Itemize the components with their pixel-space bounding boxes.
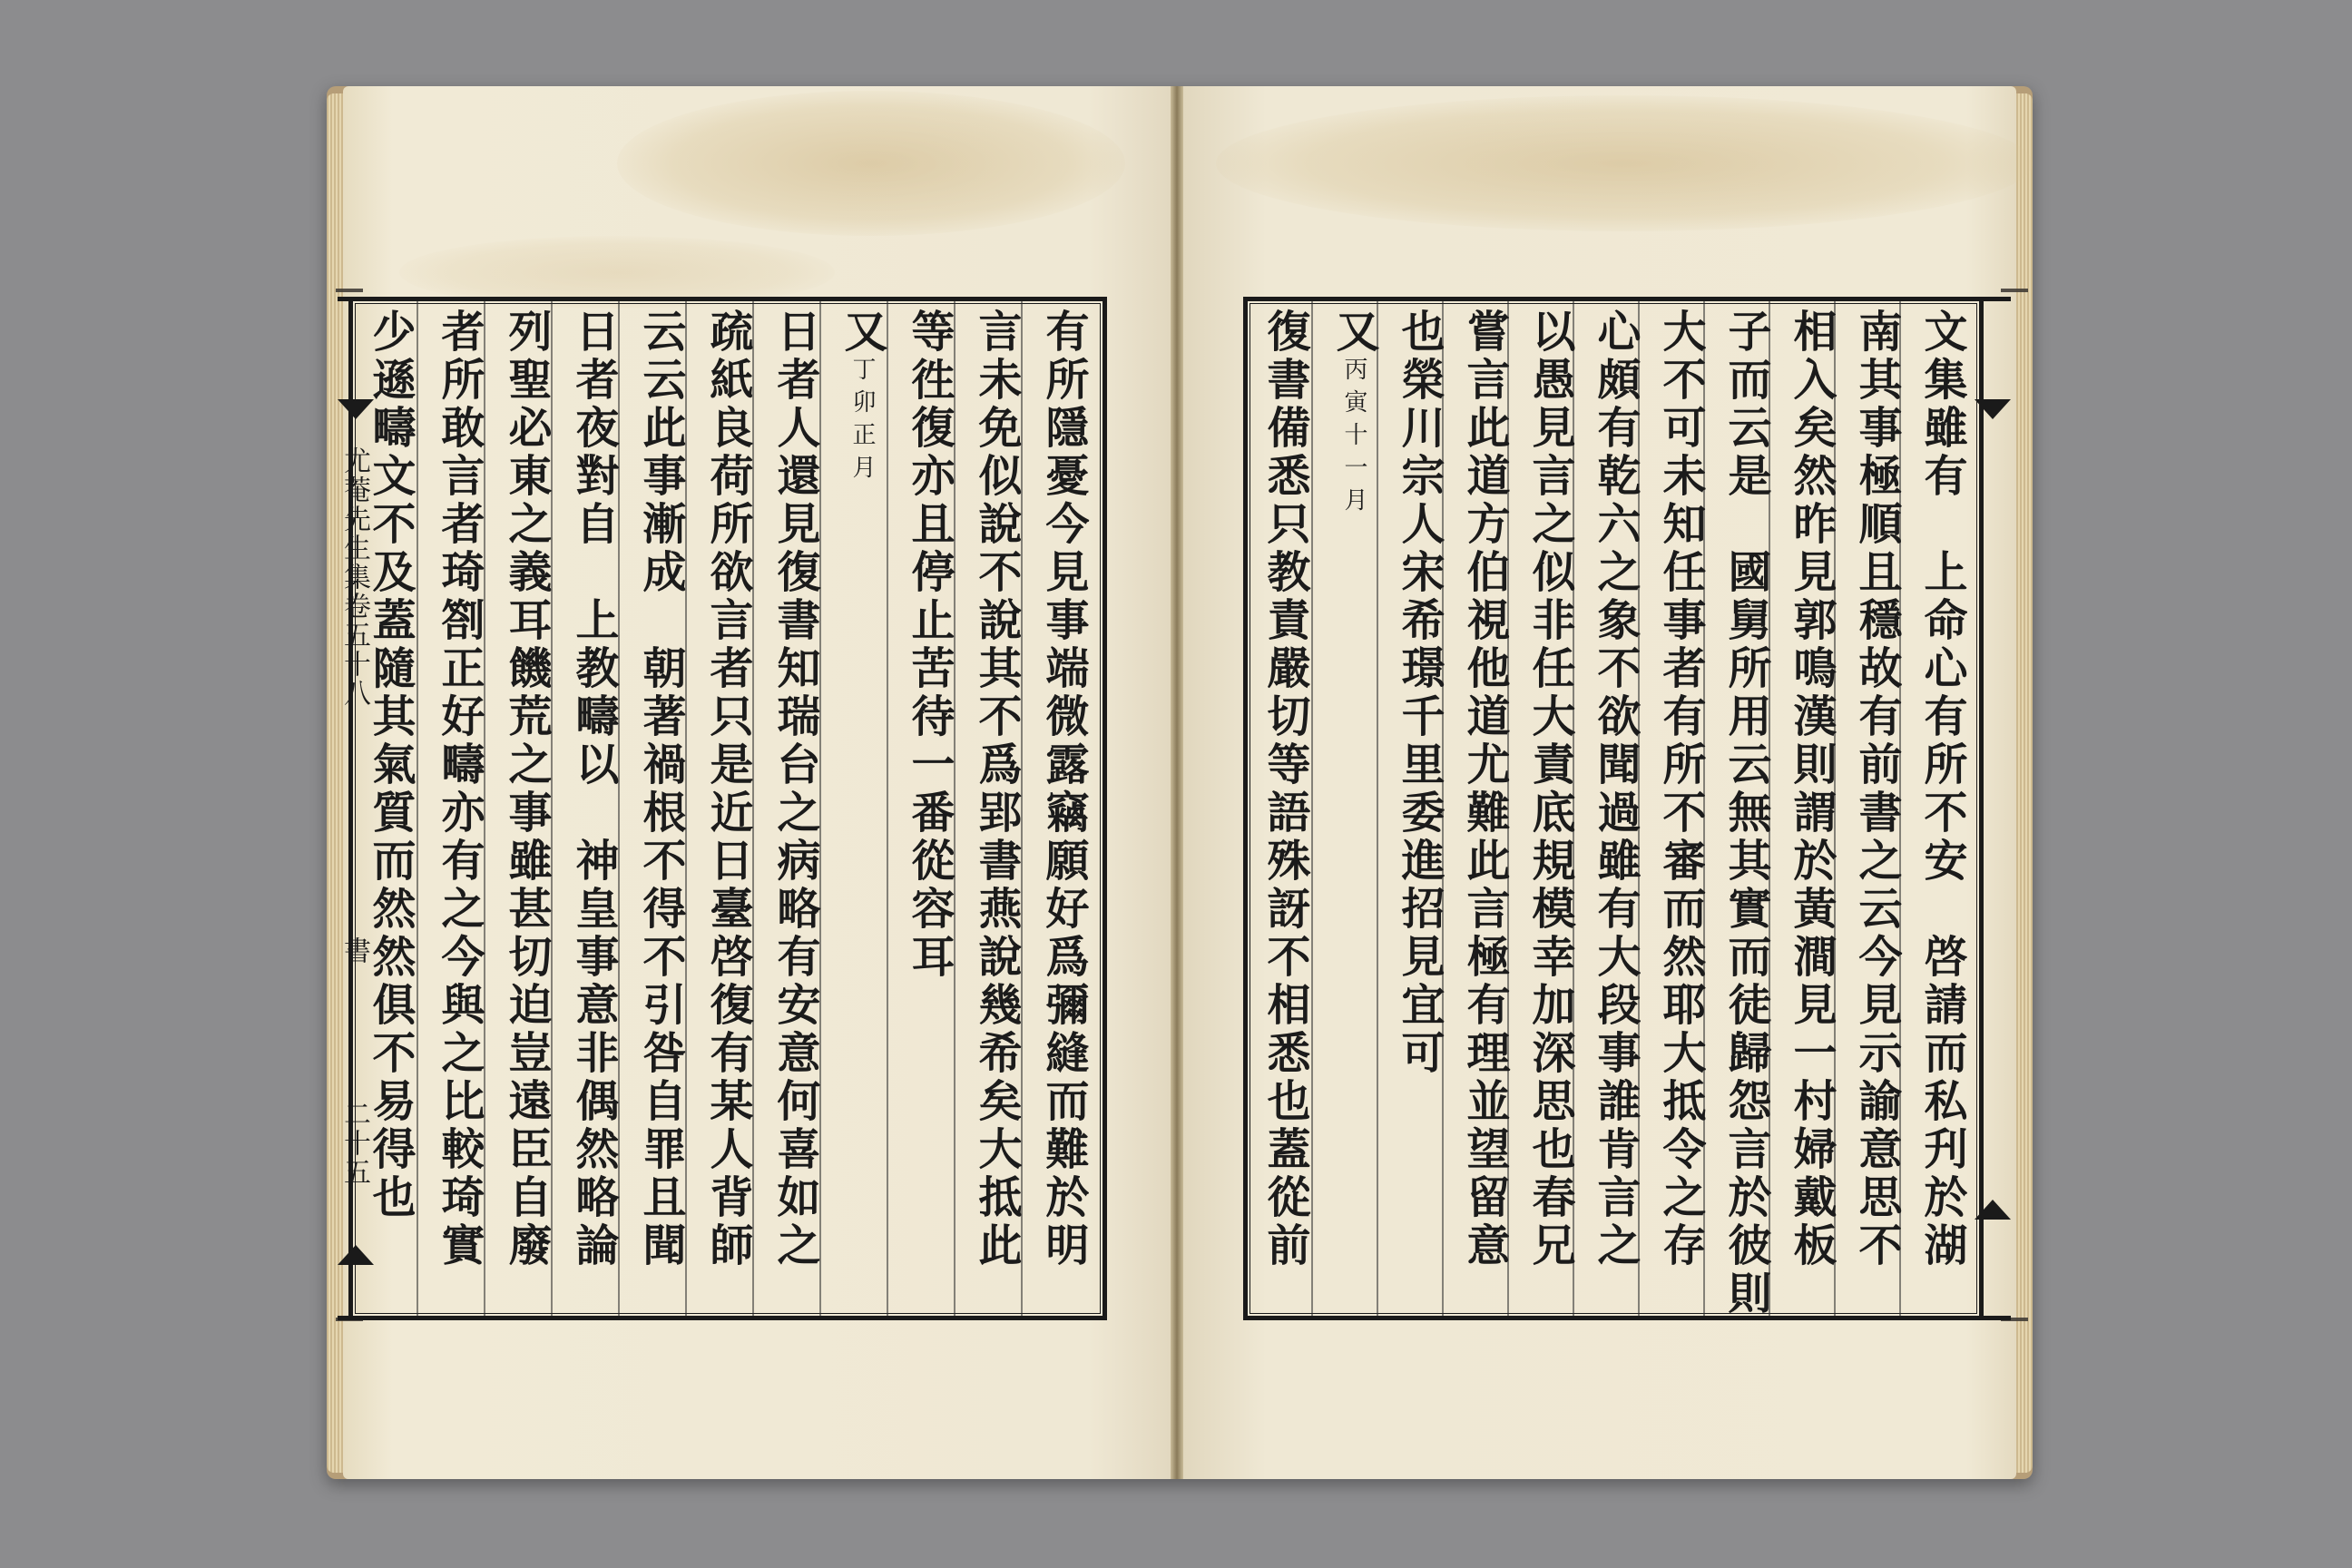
text-column: 相入矣然昨見郭鳴漢則謂於黃澗見一村婦戴板: [1786, 309, 1837, 1270]
fish-tail-mark: [338, 399, 374, 419]
text-column: 日者人還見復書知瑞台之病略有安意何喜如之: [769, 309, 820, 1270]
left-text-frame: [348, 297, 1107, 1320]
text-column: 南其事極順且穩故有前書之云今見示諭意思不: [1851, 309, 1902, 1270]
text-column: 大不可未知任事者有所不審而然耶大抵令之存: [1655, 309, 1706, 1270]
text-column: 文集雖有 上命心有所不安 啓請而私刋於湖: [1916, 309, 1967, 1270]
text-column: 疏紙良荷所欲言者只是近日臺啓復有某人背師: [702, 309, 753, 1270]
text-column: 以愚見言之似非任大責底規模幸加深思也春兄: [1524, 309, 1575, 1270]
fold-section: 書: [338, 936, 370, 965]
right-fold-column: [1975, 297, 2011, 1320]
fold-page-number: 二十五: [338, 1100, 370, 1187]
fold-title: 尤菴先生集卷五十八: [338, 446, 370, 708]
fish-tail-mark: [1975, 1200, 2011, 1220]
right-text-frame: [1243, 297, 1984, 1320]
fold-column: [338, 297, 374, 1320]
text-column: 心頗有乾六之象不欲聞過雖有大段事誰肯言之: [1590, 309, 1641, 1270]
text-column: 也榮川宗人宋希璟千里委進招見宜可: [1394, 309, 1445, 1078]
section-heading: 又丁卯正月: [837, 309, 887, 487]
text-column: 等徃復亦且停止苦待一番從容耳: [904, 309, 955, 982]
text-column: 少遜疇文不及蓋隨其氣質而然然俱不易得也: [365, 309, 416, 1222]
binding-thread: [2001, 289, 2028, 292]
text-column: 者所敢言者琦劄正好疇亦有之今與之比較琦實: [434, 309, 485, 1270]
text-column: 有所隱憂今見事端微露竊願好爲彌縫而難於明: [1038, 309, 1089, 1270]
water-stain: [617, 91, 1125, 236]
text-column: 嘗言此道方伯視他道尤難此言極有理並望留意: [1459, 309, 1510, 1270]
date-note: 丙寅十一月: [1340, 357, 1367, 520]
book-gutter: [1171, 86, 1183, 1479]
text-column: 列聖必東之義耳饑荒之事雖甚切迫豈遠臣自廢: [501, 309, 552, 1270]
binding-thread: [336, 289, 363, 292]
text-column: 云云此事漸成 朝著禍根不得不引咎自罪且聞: [635, 309, 686, 1270]
text-column: 言未免似說不說其不爲郢書燕說幾希矣大抵此: [971, 309, 1022, 1270]
water-stain: [1216, 95, 2033, 231]
section-heading: 又丙寅十一月: [1328, 309, 1379, 520]
date-note: 丁卯正月: [848, 357, 876, 487]
text-column: 復書備悉只教責嚴切等語殊訝不相悉也蓋從前: [1259, 309, 1310, 1270]
fish-tail-mark: [338, 1245, 374, 1265]
fish-tail-mark: [1975, 399, 2011, 419]
text-column: 日者夜對自 上教疇以 神皇事意非偶然略論: [568, 309, 619, 1270]
text-column: 子而云是 國舅所用云無其實而徒歸怨言於彼則: [1720, 309, 1771, 1318]
